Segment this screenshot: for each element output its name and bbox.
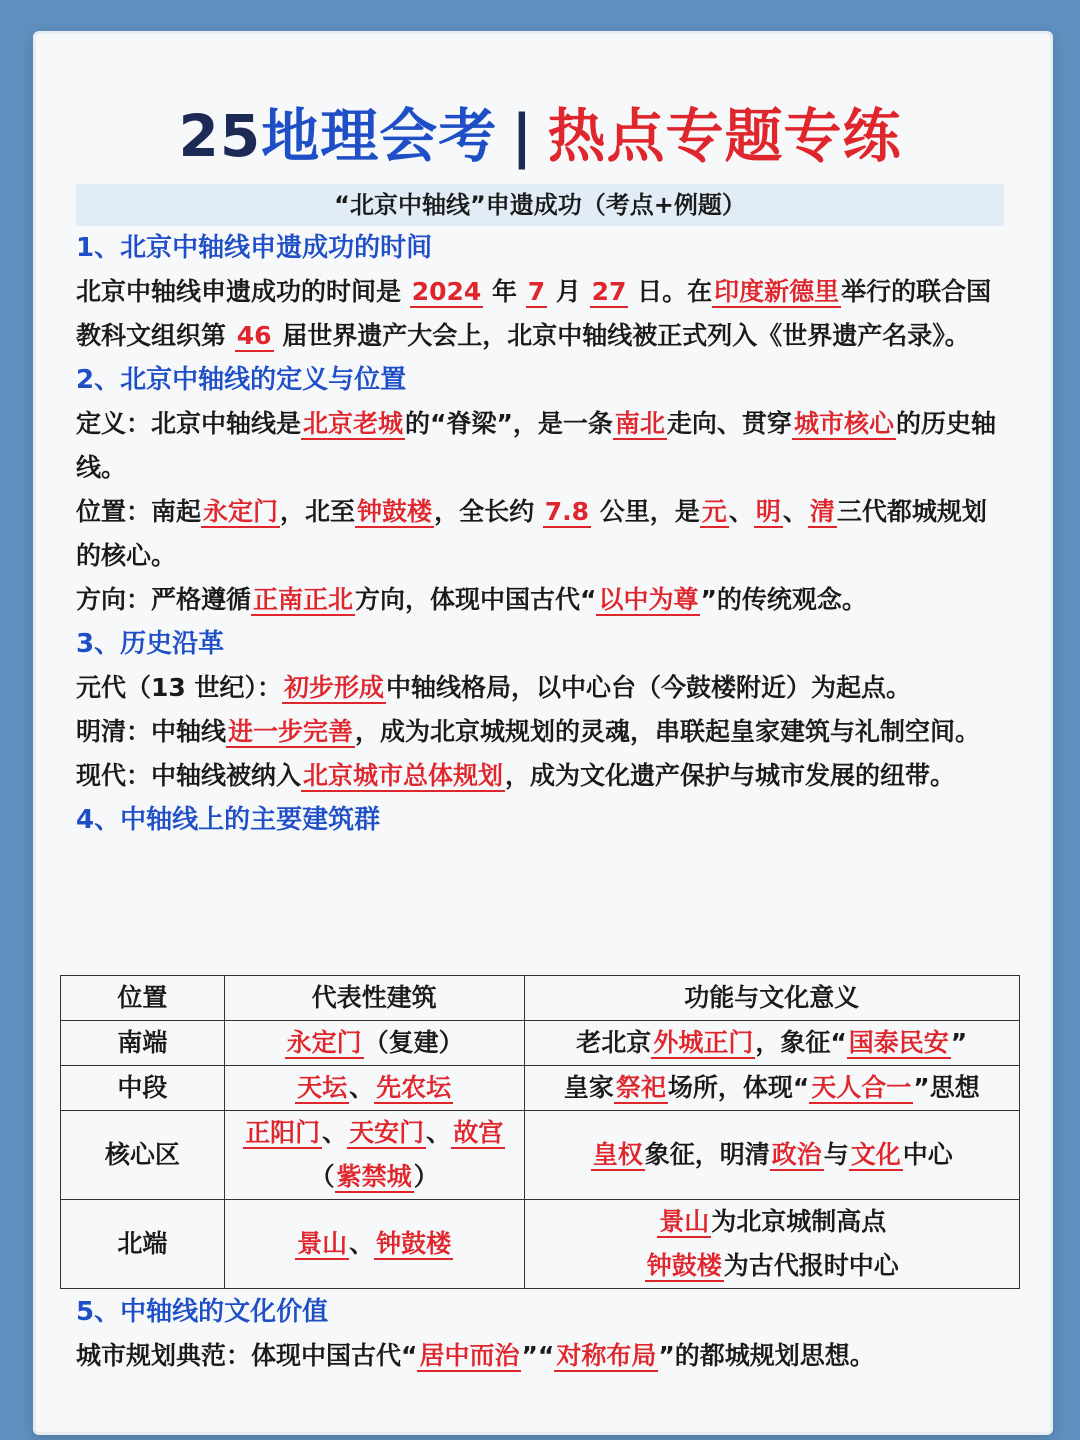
text: 北京中轴线申遗成功的时间是	[76, 277, 410, 306]
text: 位置：南起	[76, 497, 202, 526]
text: 、	[322, 1118, 348, 1147]
highlight: 7.8	[544, 497, 590, 526]
highlight: 明	[755, 497, 781, 526]
highlight: 紫禁城	[336, 1162, 412, 1191]
section-1-heading: 1、北京中轴线申遗成功的时间	[76, 233, 433, 263]
text: 、	[728, 497, 754, 526]
text: ，成为北京城规划的灵魂，串联起皇家建筑与礼制空间。	[355, 717, 981, 746]
text: （	[309, 1162, 335, 1191]
text: 三代都城规划的核心。	[76, 497, 987, 570]
highlight: 钟鼓楼	[646, 1251, 722, 1280]
table-cell	[224, 1021, 524, 1066]
yuan-paragraph	[76, 666, 1006, 710]
highlight: 先农坛	[376, 1073, 452, 1102]
text: 皇家	[563, 1073, 614, 1102]
highlight: 永定门	[286, 1028, 362, 1057]
text: ，象征“	[755, 1028, 847, 1057]
highlight-place: 印度新德里	[714, 277, 840, 306]
page-title	[0, 100, 1080, 172]
text: ”“	[521, 1341, 555, 1370]
text: 城市规划典范：体现中国古代“	[76, 1341, 418, 1370]
text: 象征，明清	[644, 1140, 770, 1169]
text: 为古代报时中心	[723, 1251, 899, 1280]
ming-qing-paragraph	[76, 710, 1006, 754]
text: 月	[547, 277, 590, 306]
highlight: 天人合一	[811, 1073, 912, 1102]
table-header-cell: 位置	[61, 976, 225, 1021]
text: 中轴线格局，以中心台（今鼓楼附近）为起点。	[386, 673, 912, 702]
modern-paragraph	[76, 754, 1006, 798]
definition-paragraph	[76, 402, 1006, 490]
text: 元代（13 世纪）：	[76, 673, 282, 702]
title-number: 25	[178, 102, 262, 170]
highlight: 以中为尊	[598, 585, 699, 614]
table-header-row	[61, 976, 1020, 1021]
highlight: 钟鼓楼	[357, 497, 433, 526]
table-row	[61, 1021, 1020, 1066]
highlight: 钟鼓楼	[376, 1229, 452, 1258]
text: 明清：中轴线	[76, 717, 227, 746]
table-cell	[524, 1111, 1019, 1200]
highlight: 天安门	[349, 1118, 425, 1147]
table-row	[61, 1111, 1020, 1200]
text: 现代：中轴线被纳入	[76, 761, 302, 790]
highlight: 国泰民安	[848, 1028, 949, 1057]
text: 、	[349, 1229, 375, 1258]
section-3-heading: 3、历史沿革	[76, 629, 225, 659]
text: 的历史轴线。	[76, 409, 996, 482]
text: 、	[426, 1118, 452, 1147]
table-cell	[524, 1021, 1019, 1066]
text: 年	[483, 277, 526, 306]
highlight-session: 46	[236, 321, 272, 350]
section-5-heading: 5、中轴线的文化价值	[76, 1297, 329, 1327]
highlight: 居中而治	[419, 1341, 520, 1370]
highlight: 初步形成	[284, 673, 385, 702]
main-content	[76, 226, 1006, 842]
text: ，全长约	[434, 497, 543, 526]
highlight: 北京老城	[303, 409, 404, 438]
table-cell	[224, 1066, 524, 1111]
text: 举行的联合国教科文组织第	[76, 277, 992, 350]
text: 走向、贯穿	[666, 409, 792, 438]
direction-paragraph	[76, 578, 1006, 622]
section-4-heading: 4、中轴线上的主要建筑群	[76, 805, 381, 835]
section-1-paragraph	[76, 270, 1006, 358]
text: ，北至	[280, 497, 356, 526]
highlight: 进一步完善	[228, 717, 354, 746]
table-header-cell: 代表性建筑	[224, 976, 524, 1021]
highlight: 正南正北	[253, 585, 354, 614]
highlight: 景山	[297, 1229, 348, 1258]
table-cell: 南端	[61, 1021, 225, 1066]
highlight: 永定门	[203, 497, 279, 526]
table-cell	[524, 1066, 1019, 1111]
highlight: 外城正门	[653, 1028, 754, 1057]
highlight: 正阳门	[245, 1118, 321, 1147]
section-5-paragraph	[76, 1334, 875, 1378]
table-cell	[224, 1200, 524, 1289]
highlight: 天坛	[297, 1073, 348, 1102]
section-2-heading: 2、北京中轴线的定义与位置	[76, 365, 407, 395]
highlight: 城市核心	[793, 409, 894, 438]
text: 方向，体现中国古代“	[355, 585, 597, 614]
text: 场所，体现“	[667, 1073, 810, 1102]
buildings-table	[60, 975, 1020, 1289]
highlight: 文化	[850, 1140, 901, 1169]
text: ”的传统观念。	[700, 585, 867, 614]
highlight: 景山	[659, 1207, 710, 1236]
table-row	[61, 1200, 1020, 1289]
highlight-year: 2024	[411, 277, 482, 306]
text: 中心	[902, 1140, 953, 1169]
text: 为北京城制高点	[711, 1207, 887, 1236]
text: 公里，是	[591, 497, 700, 526]
table-cell: 北端	[61, 1200, 225, 1289]
table-cell	[224, 1111, 524, 1200]
table-row	[61, 1066, 1020, 1111]
title-topic: 热点专题专练	[547, 102, 902, 170]
text: （复建）	[363, 1028, 464, 1057]
highlight: 北京城市总体规划	[303, 761, 504, 790]
text: 日。在	[628, 277, 713, 306]
text: 定义：北京中轴线是	[76, 409, 302, 438]
highlight: 祭祀	[615, 1073, 666, 1102]
table-cell: 核心区	[61, 1111, 225, 1200]
location-paragraph	[76, 490, 1006, 578]
text: 方向：严格遵循	[76, 585, 252, 614]
text: ”	[950, 1028, 968, 1057]
text: 、	[782, 497, 808, 526]
text: 、	[349, 1073, 375, 1102]
text: ”的都城规划思想。	[658, 1341, 875, 1370]
text: ，成为文化遗产保护与城市发展的纽带。	[505, 761, 956, 790]
table-cell	[524, 1200, 1019, 1289]
highlight-day: 27	[591, 277, 627, 306]
highlight: 政治	[771, 1140, 822, 1169]
text: 届世界遗产大会上，北京中轴线被正式列入《世界遗产名录》。	[273, 321, 970, 350]
text: 的“脊梁”，是一条	[405, 409, 613, 438]
highlight-month: 7	[527, 277, 546, 306]
table-header-cell: 功能与文化意义	[524, 976, 1019, 1021]
text: 与	[823, 1140, 849, 1169]
highlight: 故宫	[453, 1118, 504, 1147]
subtitle-banner: “北京中轴线”申遗成功（考点+例题）	[76, 184, 1004, 226]
text: ）	[413, 1162, 439, 1191]
title-separator: |	[511, 102, 534, 170]
highlight: 元	[701, 497, 727, 526]
highlight: 皇权	[592, 1140, 643, 1169]
highlight: 南北	[614, 409, 665, 438]
highlight: 对称布局	[556, 1341, 657, 1370]
highlight: 清	[809, 497, 835, 526]
title-subject: 地理会考	[261, 102, 498, 170]
table-cell: 中段	[61, 1066, 225, 1111]
text: ”思想	[913, 1073, 980, 1102]
text: 老北京	[576, 1028, 652, 1057]
